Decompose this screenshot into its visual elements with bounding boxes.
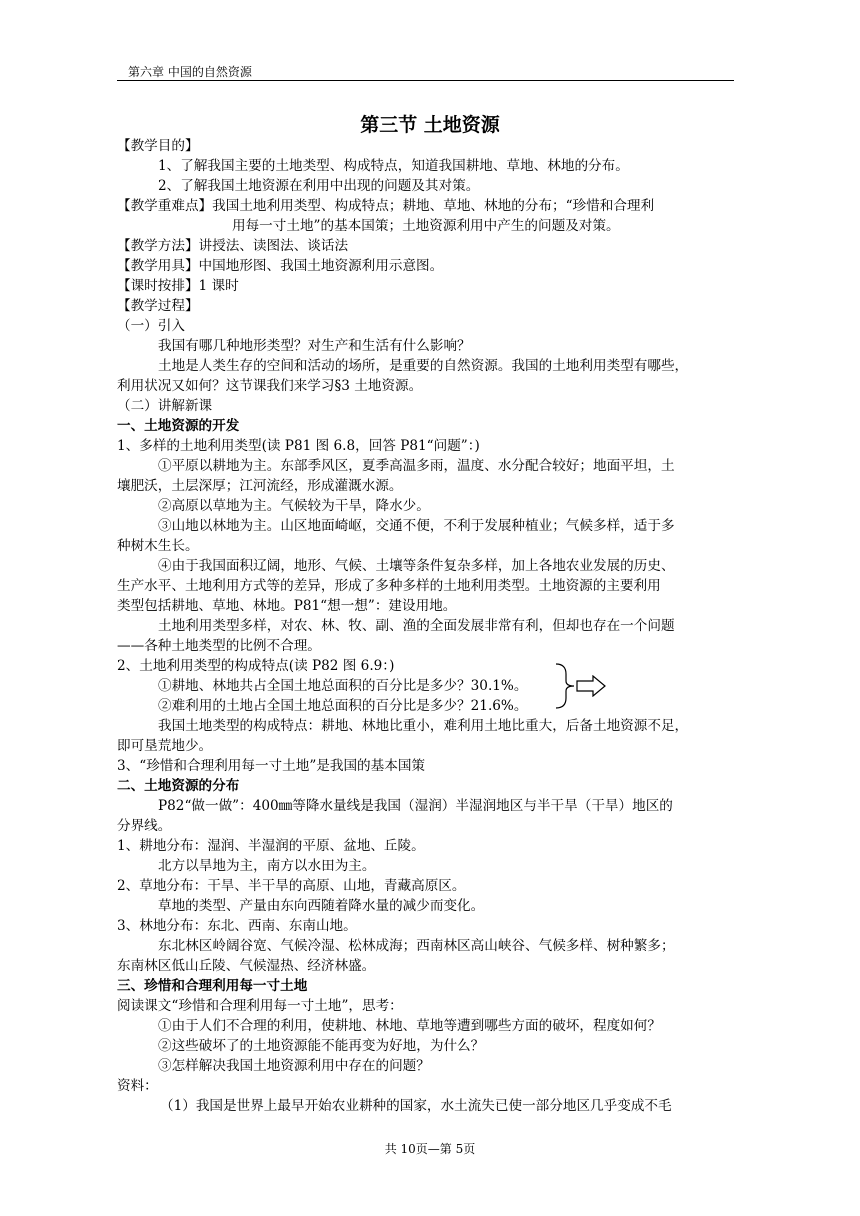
text-line: 分界线。 bbox=[117, 818, 172, 834]
text-line: 1、耕地分布：湿润、半湿润的平原、盆地、丘陵。 bbox=[117, 838, 425, 854]
text-line: 东南林区低山丘陵、气候湿热、经济林盛。 bbox=[117, 958, 376, 974]
text-line: 我国有哪几种地形类型？对生产和生活有什么影响？ bbox=[158, 338, 471, 354]
text-line: P82“做一做”：400㎜等降水量线是我国（湿润）半湿润地区与半干旱（干旱）地区的 bbox=[158, 798, 673, 814]
text-line: 资料： bbox=[117, 1078, 158, 1094]
text-line: ③山地以林地为主。山区地面崎岖，交通不便，不利于发展种植业；气候多样，适于多 bbox=[158, 518, 675, 534]
brace-icon bbox=[554, 662, 576, 710]
text-line: ①平原以耕地为主。东部季风区，夏季高温多雨，温度、水分配合较好；地面平坦，土 bbox=[158, 458, 675, 474]
text-line: （二）讲解新课 bbox=[117, 398, 213, 414]
text-line: 东北林区岭阔谷宽、气候冷湿、松林成海；西南林区高山峡谷、气候多样、树种繁多； bbox=[158, 938, 675, 954]
text-line: 种树木生长。 bbox=[117, 538, 199, 554]
heading: 一、土地资源的开发 bbox=[117, 418, 240, 434]
text-line: 【教学用具】中国地形图、我国土地资源利用示意图。 bbox=[117, 258, 444, 274]
text-line: 【教学重难点】我国土地利用类型、构成特点；耕地、草地、林地的分布；“珍惜和合理利 bbox=[117, 198, 655, 214]
text-line: 3、“珍惜和合理利用每一寸土地”是我国的基本国策 bbox=[117, 758, 426, 774]
text-line: 【教学目的】 bbox=[117, 138, 199, 154]
text-line: （一）引入 bbox=[117, 318, 185, 334]
section-title: 第三节 土地资源 bbox=[360, 114, 500, 136]
text-line: 【教学方法】讲授法、读图法、谈话法 bbox=[117, 238, 349, 254]
text-line: 即可垦荒地少。 bbox=[117, 738, 213, 754]
text-line: 阅读课文“珍惜和合理利用每一寸土地”，思考： bbox=[117, 998, 403, 1014]
text-line: 3、林地分布：东北、西南、东南山地。 bbox=[117, 918, 357, 934]
text-line: 土地利用类型多样，对农、林、牧、副、渔的全面发展非常有利，但却也存在一个问题 bbox=[158, 618, 675, 634]
text-line: 1、多样的土地利用类型(读 P81 图 6.8，回答 P81“问题”：) bbox=[117, 438, 480, 454]
heading: 二、土地资源的分布 bbox=[117, 778, 240, 794]
text-line: ①耕地、林地共占全国土地总面积的百分比是多少？30.1%。 bbox=[158, 678, 528, 694]
text-line: 类型包括耕地、草地、林地。P81“想一想”：建设用地。 bbox=[117, 598, 457, 614]
text-line: 【教学过程】 bbox=[117, 298, 199, 314]
text-line: 利用状况又如何？这节课我们来学习§3 土地资源。 bbox=[117, 378, 423, 394]
page-footer: 共 10页—第 5页 bbox=[384, 1142, 476, 1156]
text-line: 生产水平、土地利用方式等的差异，形成了多种多样的土地利用类型。土地资源的主要利用 bbox=[117, 578, 661, 594]
text-line: 【课时按排】1 课时 bbox=[117, 278, 239, 294]
text-line: 北方以旱地为主，南方以水田为主。 bbox=[158, 858, 376, 874]
text-line: ④由于我国面积辽阔，地形、气候、土壤等条件复杂多样，加上各地农业发展的历史、 bbox=[158, 558, 675, 574]
text-line: （1）我国是世界上最早开始农业耕种的国家，水土流失已使一部分地区几乎变成不毛 bbox=[160, 1098, 672, 1114]
text-line: 2、了解我国土地资源在利用中出现的问题及其对策。 bbox=[158, 178, 480, 194]
text-line: ②这些破坏了的土地资源能不能再变为好地，为什么？ bbox=[158, 1038, 485, 1054]
text-line: 草地的类型、产量由东向西随着降水量的减少而变化。 bbox=[158, 898, 485, 914]
text-line: ②难利用的土地占全国土地总面积的百分比是多少？21.6%。 bbox=[158, 698, 528, 714]
text-line: 2、草地分布：干旱、半干旱的高原、山地，青藏高原区。 bbox=[117, 878, 466, 894]
text-line: ——各种土地类型的比例不合理。 bbox=[117, 638, 321, 654]
text-line: 用每一寸土地”的基本国策；土地资源利用中产生的问题及对策。 bbox=[232, 218, 620, 234]
text-line: ①由于人们不合理的利用，使耕地、林地、草地等遭到哪些方面的破坏，程度如何？ bbox=[158, 1018, 661, 1034]
text-line: 土地是人类生存的空间和活动的场所，是重要的自然资源。我国的土地利用类型有哪些， bbox=[158, 358, 689, 374]
text-line: ②高原以草地为主。气候较为干旱，降水少。 bbox=[158, 498, 430, 514]
text-line: 1、了解我国主要的土地类型、构成特点，知道我国耕地、草地、林地的分布。 bbox=[158, 158, 629, 174]
text-line: 壤肥沃，土层深厚；江河流经，形成灌溉水源。 bbox=[117, 478, 403, 494]
text-line: 我国土地类型的构成特点：耕地、林地比重小，难利用土地比重大，后备土地资源不足， bbox=[158, 718, 689, 734]
header-rule bbox=[117, 80, 734, 81]
right-arrow-icon bbox=[576, 675, 606, 697]
text-line: ③怎样解决我国土地资源利用中存在的问题？ bbox=[158, 1058, 430, 1074]
text-line: 2、土地利用类型的构成特点(读 P82 图 6.9：) bbox=[117, 658, 395, 674]
heading: 三、珍惜和合理利用每一寸土地 bbox=[117, 978, 308, 994]
page-header: 第六章 中国的自然资源 bbox=[128, 65, 252, 79]
